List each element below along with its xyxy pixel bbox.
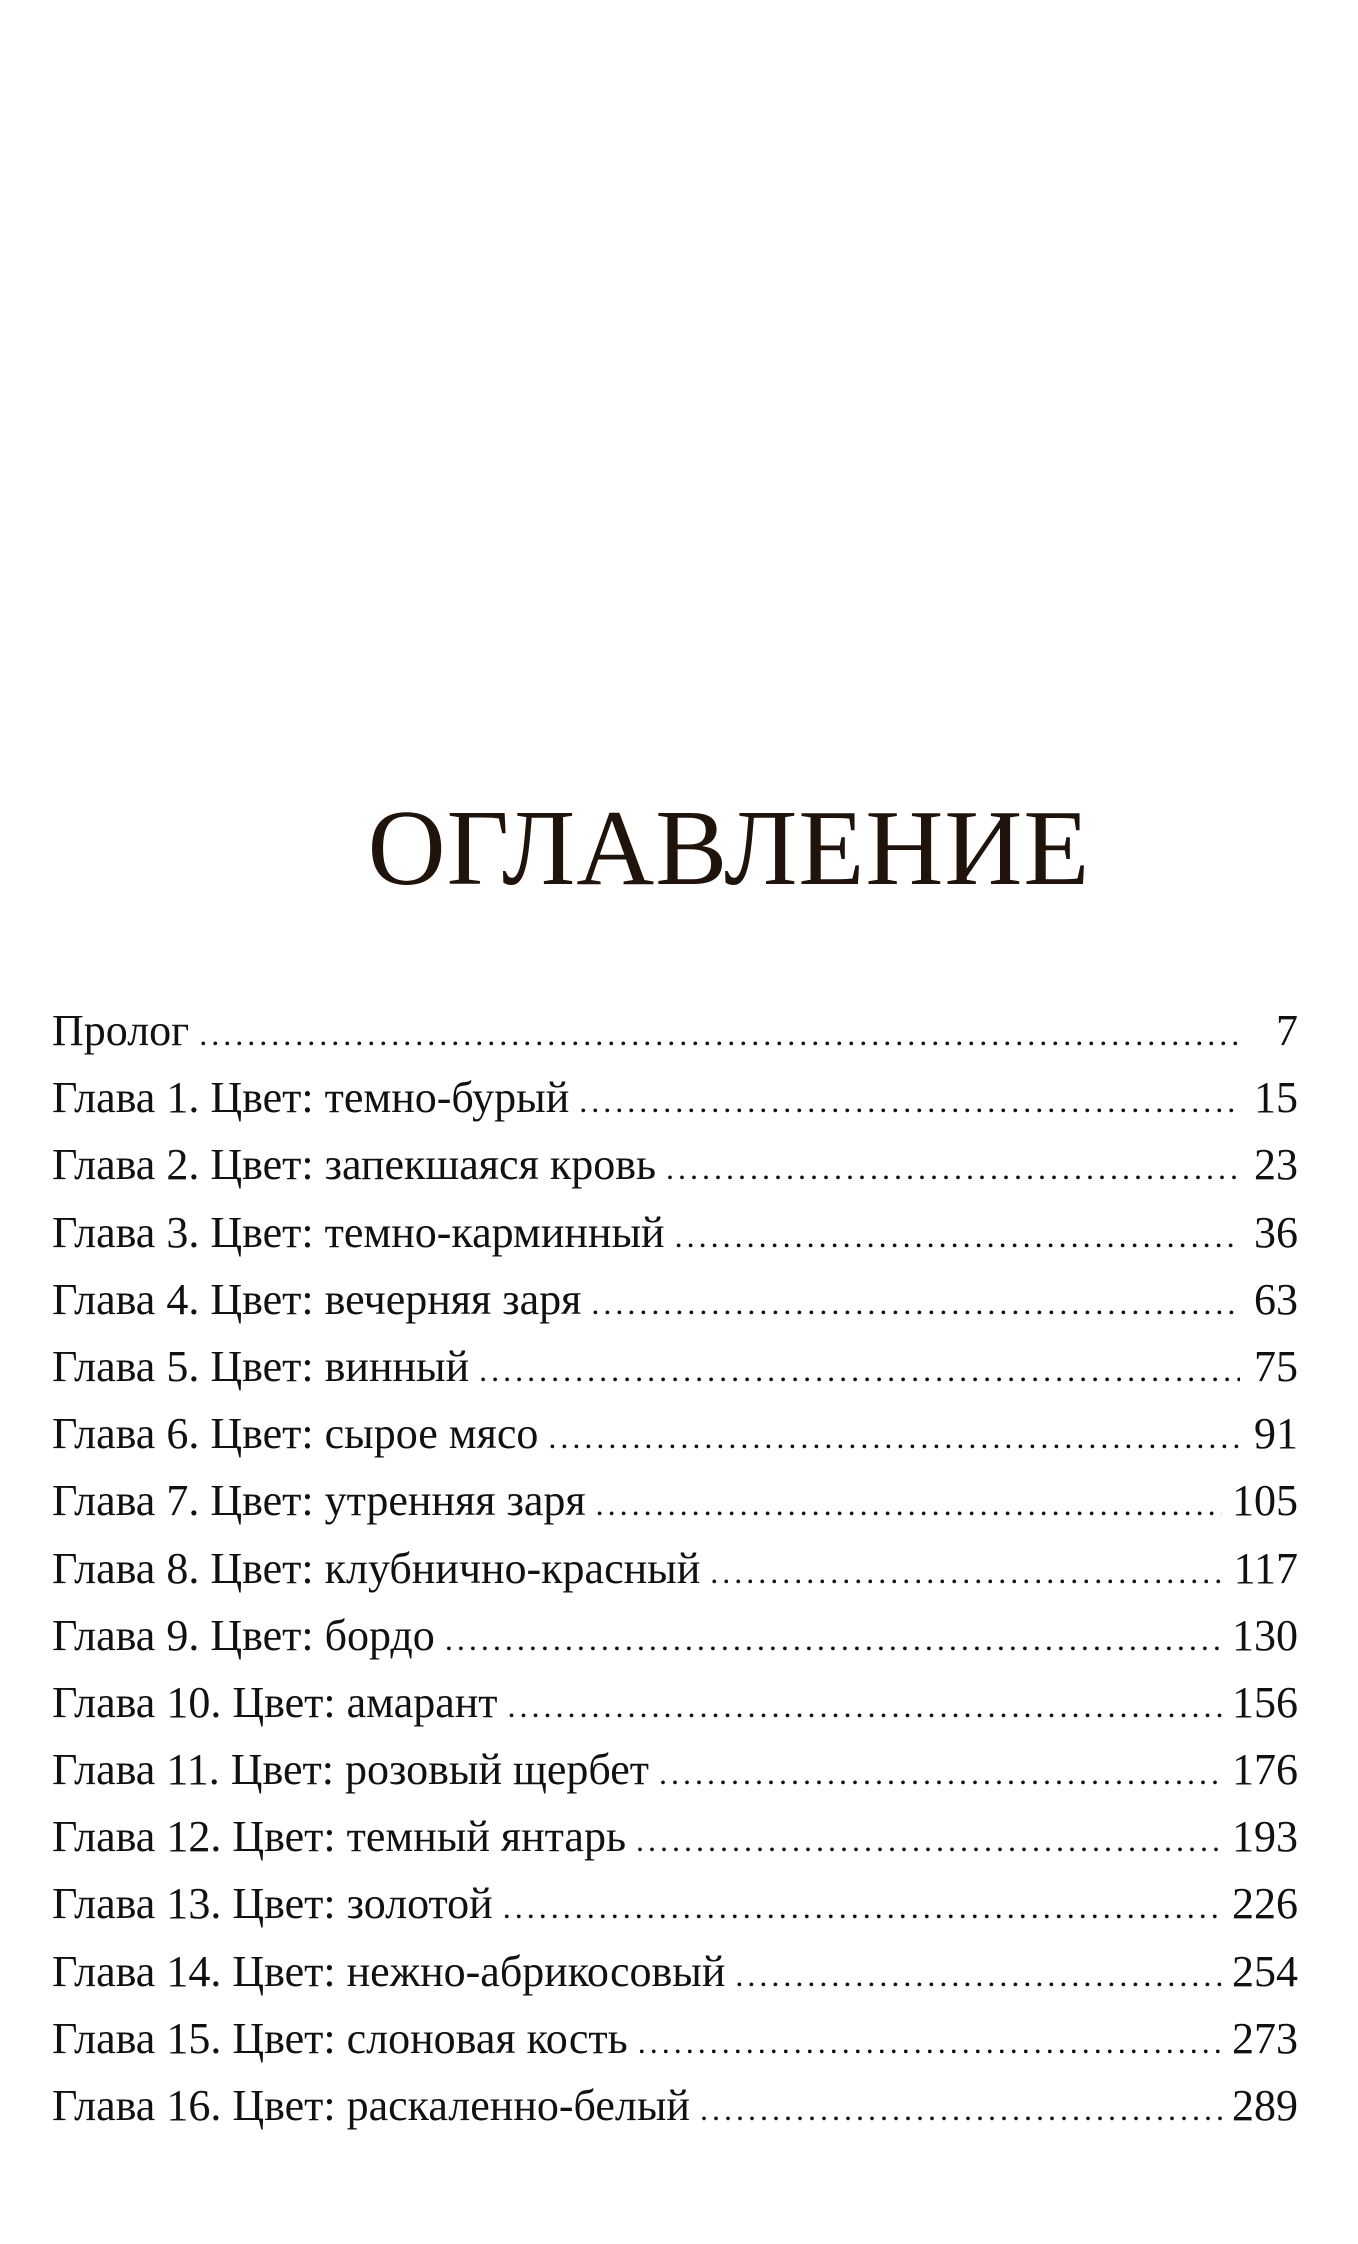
dot-leader xyxy=(199,1008,1240,1060)
dot-leader xyxy=(548,1411,1240,1463)
toc-entry-chapter-15[interactable] xyxy=(52,2013,1298,2080)
toc-entry-page: 254 xyxy=(1232,1946,1298,1996)
toc-entry-label: Глава 7. Цвет: утренняя заря xyxy=(52,1476,586,1526)
toc-entry-label: Глава 16. Цвет: раскаленно-белый xyxy=(52,2081,690,2130)
dot-leader xyxy=(636,1814,1222,1866)
toc-entry-chapter-8[interactable] xyxy=(52,1543,1298,1610)
toc-entry-prologue[interactable] xyxy=(52,1005,1298,1072)
toc-entry-label: Глава 11. Цвет: розовый щербет xyxy=(52,1745,649,1795)
dot-leader xyxy=(445,1613,1222,1665)
toc-entry-chapter-3[interactable] xyxy=(52,1207,1298,1274)
toc-entry-label: Глава 14. Цвет: нежно-абрикосовый xyxy=(52,1946,726,1996)
dot-leader xyxy=(479,1344,1240,1396)
toc-entry-page: 193 xyxy=(1232,1812,1298,1862)
toc-entry-page: 273 xyxy=(1232,2013,1298,2063)
toc-entry-chapter-14[interactable] xyxy=(52,1946,1298,2013)
toc-entry-label: Глава 15. Цвет: слоновая кость xyxy=(52,2013,628,2063)
dot-leader xyxy=(503,1881,1222,1933)
toc-entry-chapter-7[interactable] xyxy=(52,1475,1298,1542)
toc-entry-chapter-13[interactable] xyxy=(52,1878,1298,1945)
toc-entry-page: 63 xyxy=(1254,1274,1298,1324)
dot-leader xyxy=(675,1210,1240,1262)
toc-entry-chapter-9[interactable] xyxy=(52,1610,1298,1677)
toc-entry-chapter-5[interactable] xyxy=(52,1341,1298,1408)
toc-entry-label: Глава 9. Цвет: бордо xyxy=(52,1610,435,1660)
toc-entry-page: 226 xyxy=(1232,1879,1298,1929)
table-of-contents xyxy=(52,1005,1298,2147)
toc-entry-chapter-4[interactable] xyxy=(52,1274,1298,1341)
dot-leader xyxy=(596,1478,1222,1530)
toc-entry-label: Глава 12. Цвет: темный янтарь xyxy=(52,1812,627,1862)
toc-entry-page: 15 xyxy=(1254,1073,1298,1123)
dot-leader xyxy=(735,1949,1222,2001)
toc-entry-page: 176 xyxy=(1232,1745,1298,1795)
toc-entry-label: Глава 8. Цвет: клубнично-красный xyxy=(52,1543,701,1593)
toc-entry-page: 91 xyxy=(1254,1409,1298,1459)
toc-entry-page: 130 xyxy=(1232,1610,1298,1660)
toc-entry-label: Глава 3. Цвет: темно-карминный xyxy=(52,1207,665,1257)
dot-leader xyxy=(710,1546,1223,1598)
toc-entry-chapter-10[interactable] xyxy=(52,1677,1298,1744)
toc-entry-chapter-6[interactable] xyxy=(52,1408,1298,1475)
toc-entry-page: 23 xyxy=(1254,1140,1298,1190)
toc-entry-page: 156 xyxy=(1232,1677,1298,1727)
toc-entry-page: 117 xyxy=(1233,1543,1298,1593)
toc-entry-chapter-11[interactable] xyxy=(52,1744,1298,1811)
toc-entry-page: 105 xyxy=(1232,1476,1298,1526)
toc-entry-label: Глава 13. Цвет: золотой xyxy=(52,1879,493,1929)
toc-entry-page: 7 xyxy=(1276,1006,1298,1055)
dot-leader xyxy=(579,1075,1240,1127)
toc-entry-label: Пролог xyxy=(52,1006,190,1055)
dot-leader xyxy=(700,2083,1222,2135)
dot-leader xyxy=(508,1680,1222,1732)
toc-entry-label: Глава 2. Цвет: запекшаяся кровь xyxy=(52,1140,657,1190)
toc-entry-page: 36 xyxy=(1254,1207,1298,1257)
page-title: ОГЛАВЛЕНИЕ xyxy=(367,789,1091,908)
dot-leader xyxy=(638,2016,1222,2068)
toc-entry-label: Глава 5. Цвет: винный xyxy=(52,1341,470,1391)
toc-entry-page: 75 xyxy=(1254,1341,1298,1391)
dot-leader xyxy=(659,1747,1222,1799)
dot-leader xyxy=(591,1277,1240,1329)
toc-entry-page: 289 xyxy=(1232,2081,1298,2130)
toc-entry-label: Глава 4. Цвет: вечерняя заря xyxy=(52,1274,582,1324)
toc-entry-chapter-1[interactable] xyxy=(52,1072,1298,1139)
toc-entry-label: Глава 6. Цвет: сырое мясо xyxy=(52,1409,539,1459)
toc-entry-label: Глава 10. Цвет: амарант xyxy=(52,1677,498,1727)
toc-entry-chapter-16[interactable] xyxy=(52,2080,1298,2147)
toc-entry-chapter-12[interactable] xyxy=(52,1811,1298,1878)
toc-entry-chapter-2[interactable] xyxy=(52,1139,1298,1206)
dot-leader xyxy=(666,1142,1240,1194)
toc-entry-label: Глава 1. Цвет: темно-бурый xyxy=(52,1073,570,1123)
